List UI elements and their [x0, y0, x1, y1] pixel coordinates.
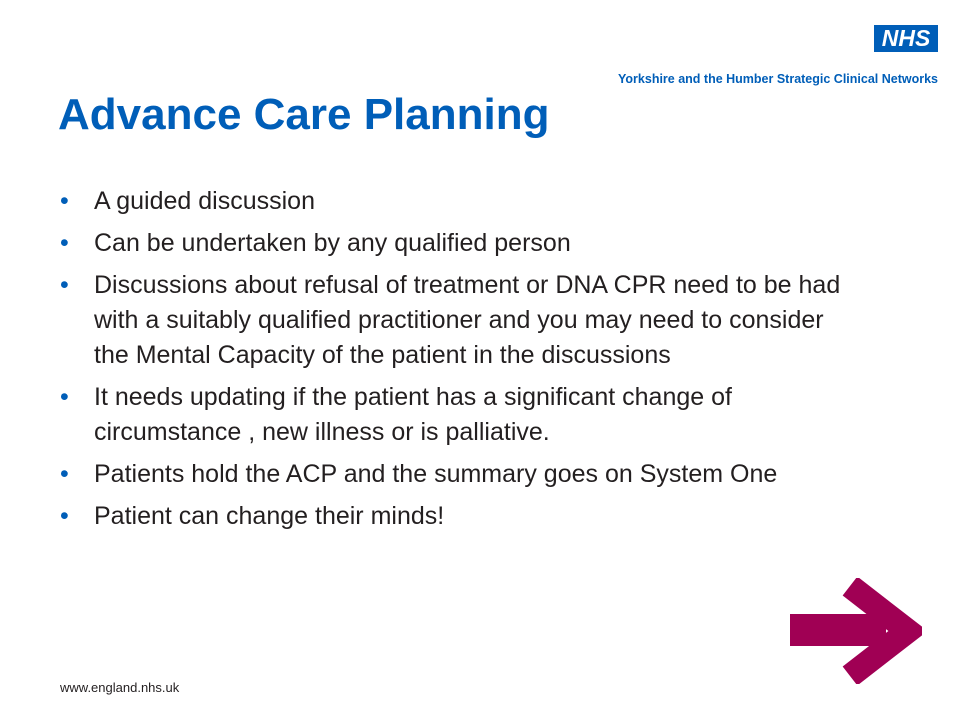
bullet-marker: •	[60, 460, 69, 488]
organization-name: Yorkshire and the Humber Strategic Clinical Networks	[618, 72, 938, 86]
bullet-item	[60, 380, 860, 450]
bullet-marker: •	[60, 383, 69, 411]
bullet-marker: •	[60, 271, 69, 299]
bullet-text: Patient can change their minds!	[94, 502, 445, 530]
bullet-item	[60, 268, 860, 373]
bullet-marker: •	[60, 502, 69, 530]
bullet-text: Can be undertaken by any qualified person	[94, 229, 571, 257]
bullet-list	[60, 184, 860, 541]
bullet-text: Patients hold the ACP and the summary goes on System One	[94, 460, 778, 488]
slide-title: Advance Care Planning	[58, 90, 550, 139]
bullet-text: A guided discussion	[94, 187, 315, 215]
arrow-right-icon[interactable]	[790, 578, 922, 684]
bullet-marker: •	[60, 187, 69, 215]
bullet-item	[60, 499, 860, 534]
bullet-item	[60, 184, 860, 219]
bullet-text: It needs updating if the patient has a significant change of circumstance , new illness or is palliative.	[94, 383, 732, 446]
bullet-text: Discussions about refusal of treatment or DNA CPR need to be had with a suitably qualified practitioner and you may need to consider the Mental Capacity of the patient in the discussions	[94, 271, 841, 369]
bullet-item	[60, 226, 860, 261]
bullet-item	[60, 457, 860, 492]
footer-url: www.england.nhs.uk	[60, 680, 180, 695]
bullet-marker: •	[60, 229, 69, 257]
nhs-logo: NHS	[874, 25, 938, 52]
